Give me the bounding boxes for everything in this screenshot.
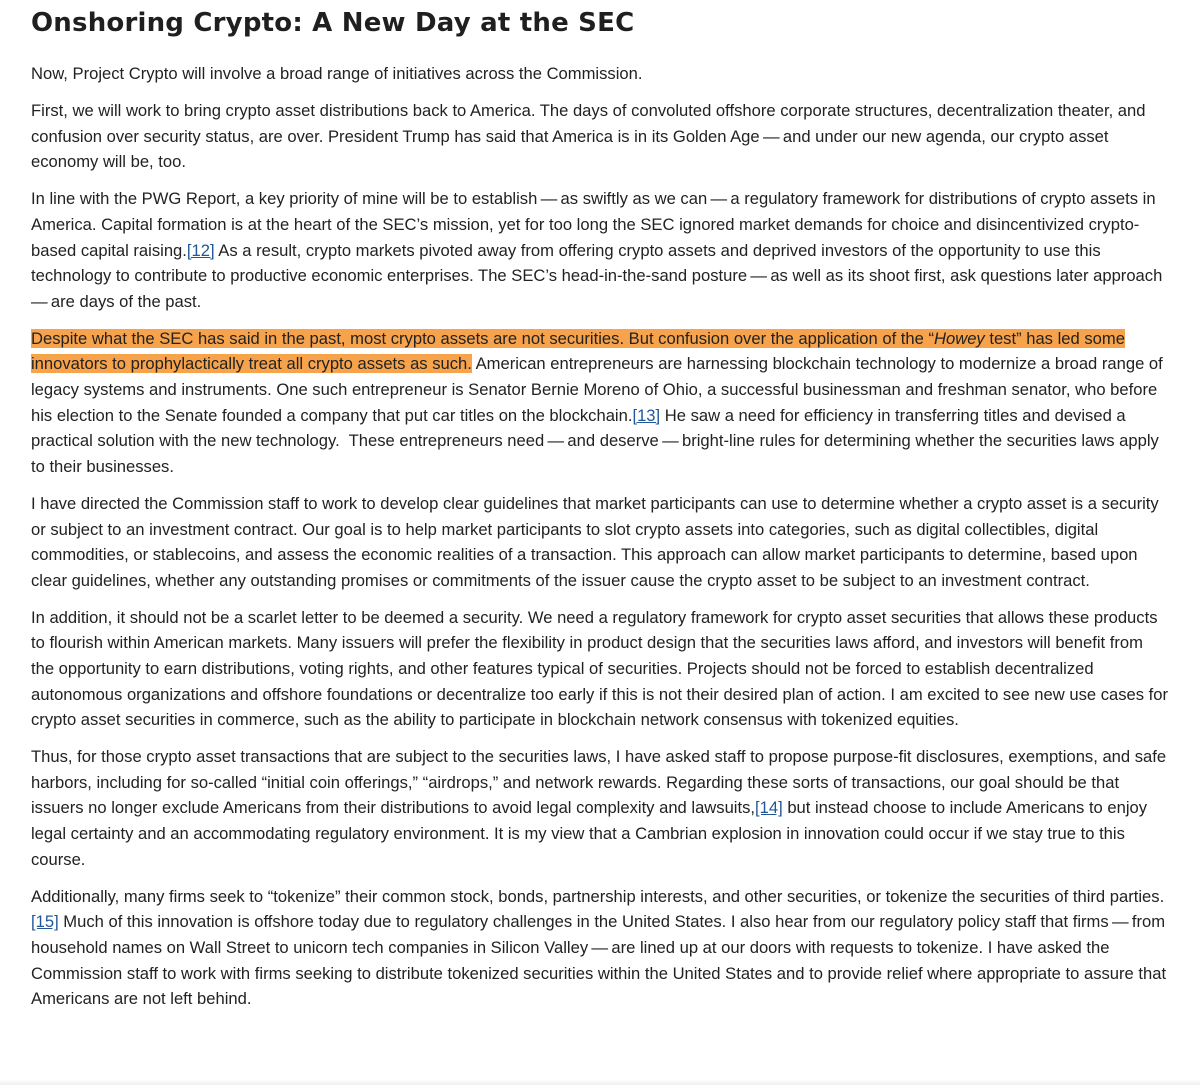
paragraph-8-text-after: Much of this innovation is offshore today due to regulatory challenges in the United States. I also hear from our regulatory policy staff that firms — from household names on Wall Street to unicorn tech companies in Silicon Valley — are lined up at our doors with requests to tokenize. I have asked the Commission staff to work with firms seeking to distribute tokenized securities within the United States and to provide relief where appropriate to assure that Americans are not left behind. — [31, 912, 1167, 1009]
paragraph-7-text-after: but instead choose to include Americans to enjoy legal certainty and an accommodating regulatory environment. It is my view that a Cambrian explosion in innovation could occur if we stay true to this course. — [31, 798, 1148, 869]
paragraph-8-text-before: Additionally, many firms seek to “tokenize” their common stock, bonds, partnership interests, and other securities, or tokenize the securities of third parties. — [31, 886, 1165, 906]
paragraph-6: In addition, it should not be a scarlet letter to be deemed a security. We need a regulatory framework for crypto asset securities that allows these products to flourish within American markets. Many issuers will prefer the flexibility in product design that the securities laws afford, and investors will benefit from the opportunity to earn distributions, voting rights, and other features typical of securities. Projects should not be forced to establish decentralized autonomous organizations and offshore foundations or decentralize too early if this is not their desired plan of action. I am excited to see new use cases for crypto asset securities in commerce, such as the ability to participate in blockchain network consensus with tokenized equities. — [31, 607, 1169, 730]
footnote-link-13[interactable]: [13] — [632, 405, 661, 425]
bottom-edge-shadow — [0, 1079, 1200, 1085]
howey-italic: Howey — [934, 328, 985, 348]
paragraph-5: I have directed the Commission staff to work to develop clear guidelines that market participants can use to determine whether a crypto asset is a security or subject to an investment contract. Our goal is to help market participants to slot crypto assets into categories, such as digital collectibles, digital commodities, or stablecoins, and assess the economic realities of a transaction. This approach can allow market participants to determine, based upon clear guidelines, whether any outstanding promises or commitments of the issuer cause the crypto asset to be subject to an investment contract. — [31, 493, 1159, 590]
footnote-link-12[interactable]: [12] — [186, 240, 215, 260]
paragraph-3-text-before: In line with the PWG Report, a key priority of mine will be to establish — as swiftly as we can — a regulatory framework for distributions of crypto assets in America. Capital formation is at the heart of the SEC’s mission, yet for too long the SEC ignored market demands for choice and disincentivized crypto-based capital raising. — [31, 189, 1156, 260]
paragraph-4-text-after: He saw a need for efficiency in transferring titles and devised a practical solution with the new technology. These entrepreneurs need — and deserve — bright-line rules for determining whether the securities laws apply to their businesses. — [31, 405, 1159, 476]
paragraph-7 — [31, 744, 1170, 872]
highlight-text-after: test” has led some innovators to prophylactically treat all crypto assets as such. — [31, 328, 1125, 374]
paragraph-4-text-before: American entrepreneurs are harnessing blockchain technology to modernize a broad range of legacy systems and instruments. One such entrepreneur is Senator Bernie Moreno of Ohio, a successful businessman and freshman senator, who before his election to the Senate founded a company that put car titles on the blockchain. — [31, 354, 1163, 425]
paragraph-4 — [31, 326, 1170, 480]
paragraph-2: First, we will work to bring crypto asset distributions back to America. The days of convoluted offshore corporate structures, decentralization theater, and confusion over security status, are over. President Trump has said that America is in its Golden Age — and under our new agenda, our crypto asset economy will be, too. — [31, 101, 1146, 172]
paragraph-1: Now, Project Crypto will involve a broad range of initiatives across the Commission. — [31, 64, 643, 83]
footnote-link-15[interactable]: [15] — [31, 912, 59, 932]
paragraph-7-text-before: Thus, for those crypto asset transactions that are subject to the securities laws, I have asked staff to propose purpose-fit disclosures, exemptions, and safe harbors, including for so-called “initial coin offerings,” “airdrops,” and network rewards. Regarding these sorts of transactions, our goal should be that issuers no longer exclude Americans from their distributions to avoid legal complexity and lawsuits, — [31, 747, 1167, 818]
paragraph-3 — [31, 186, 1170, 314]
paragraph-3-text-after: As a result, crypto markets pivoted away from offering crypto assets and deprived investors of the opportunity to use this technology to contribute to productive economic enterprises. The SEC’s head-in-the-sand posture — as well as its shoot first, ask questions later approach — are days of the past. — [31, 240, 1166, 311]
paragraph-8 — [31, 884, 1170, 1012]
footnote-link-14[interactable]: [14] — [755, 798, 783, 818]
article-title: Onshoring Crypto: A New Day at the SEC — [31, 8, 635, 38]
highlight-text-before: Despite what the SEC has said in the past, most crypto assets are not securities. But confusion over the application of the “ — [31, 328, 934, 348]
